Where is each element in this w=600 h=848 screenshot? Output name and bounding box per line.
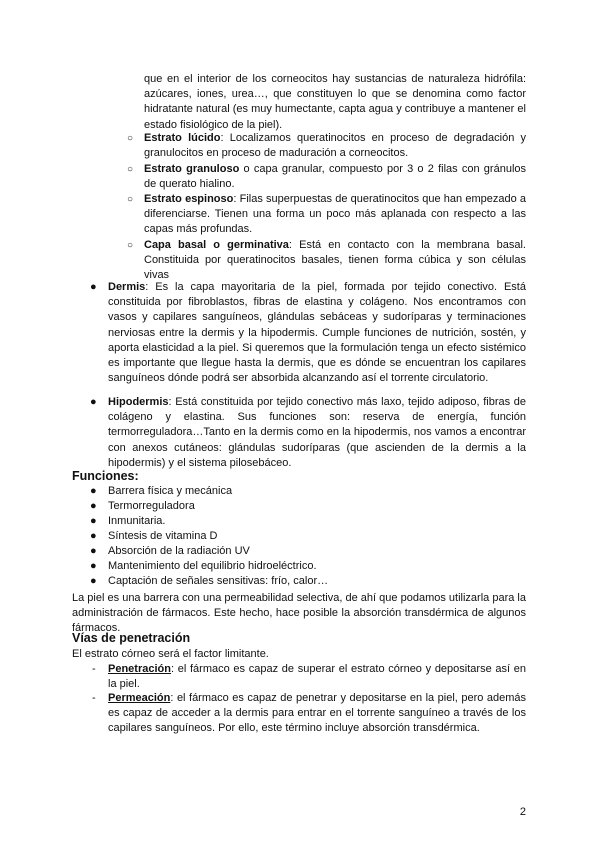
list-item-estrato-espinoso: Estrato espinoso: Filas superpuestas de queratinocitos que han empezado a diferenciarse. Tienen una forma un poco más aplanada con respecto a las capas más profundas. — [144, 193, 526, 236]
dash-bullet: - — [92, 663, 96, 675]
barrier-paragraph: La piel es una barrera con una permeabilidad selectiva, de ahí que podamos utilizarla para la administración de fármacos. Este hecho, hace posible la absorción transdérmica de algunos fármacos. — [72, 592, 526, 635]
function-item: Absorción de la radiación UV — [108, 545, 250, 557]
function-item: Mantenimiento del equilibrio hidroeléctrico. — [108, 560, 317, 572]
vias-intro: El estrato córneo será el factor limitante. — [72, 648, 269, 660]
list-item-estrato-granuloso: Estrato granuloso o capa granular, compuesto por 3 o 2 filas con gránulos de querato hialino. — [144, 163, 527, 191]
circle-bullet-icon: ○ — [127, 133, 134, 144]
list-item-dermis: Dermis: Es la capa mayoritaria de la piel, formada por tejido conectivo. Está constituida por fibroblastos, fibras de elastina y colágeno. Nos encontramos con vasos y capilares sanguíneos, glándulas sebáceas y sudoríparas y terminaciones nerviosas entre la dermis y la hipodermis. Cumple funciones de nutrición, sostén, y aporta elasticidad a la piel. Si queremos que la formulación tenga un efecto sistémico es importante que llegue hasta la dermis, que es dónde se encuentran los capilares sanguíneos dónde podrá ser absorbida alcanzando así el torrente circulatorio. — [108, 281, 526, 385]
list-item-permeacion: Permeación: el fármaco es capaz de penetrar y depositarse en la piel, pero además es capaz de acceder a la dermis para entrar en el torrente sanguíneo a través de los capilares sanguíneos. Por ello, este término incluye absorción transdérmica. — [108, 692, 526, 735]
list-item-estrato-lucido: Estrato lúcido: Localizamos queratinocitos en proceso de degradación y granulocitos en proceso de maduración a corneocitos. — [144, 132, 527, 160]
bullet-dot-icon: ● — [90, 281, 97, 293]
circle-bullet-icon: ○ — [127, 240, 134, 251]
bullet-dot-icon: ● — [90, 515, 97, 527]
function-item: Síntesis de vitamina D — [108, 530, 218, 542]
function-item: Barrera física y mecánica — [108, 485, 233, 497]
funciones-heading: Funciones: — [72, 469, 139, 483]
dash-bullet: - — [92, 692, 96, 704]
bullet-dot-icon: ● — [90, 530, 97, 542]
bullet-dot-icon: ● — [90, 545, 97, 557]
function-item: Termorreguladora — [108, 500, 195, 512]
bullet-dot-icon: ● — [90, 500, 97, 512]
page-number: 2 — [519, 806, 526, 818]
bullet-dot-icon: ● — [90, 485, 97, 497]
function-item: Captación de señales sensitivas: frío, calor… — [108, 575, 329, 587]
list-item-capa-basal: Capa basal o germinativa: Está en contacto con la membrana basal. Constituida por queratinocitos basales, tienen forma cúbica y son células vivas — [144, 239, 526, 282]
continuation-paragraph: que en el interior de los corneocitos hay sustancias de naturaleza hidrófila: azúcares, iones, urea…, que constituyen lo que se denomina como factor hidratante natural (es muy humectante, capta agua y contribuye a mantener el estado fisiológico de la piel). — [144, 73, 526, 131]
list-item-hipodermis: Hipodermis: Está constituida por tejido conectivo más laxo, tejido adiposo, fibras de colágeno y elastina. Sus funciones son: reserva de energía, función termorreguladora…Tanto en la dermis como en la hipodermis, nos vamos a encontrar con anexos cutáneos: glándulas sudoríparas (que ascienden de la dermis a la hipodermis) y el sistema pilosebáceo. — [108, 396, 526, 469]
circle-bullet-icon: ○ — [127, 164, 134, 175]
function-item: Inmunitaria. — [108, 515, 166, 527]
bullet-dot-icon: ● — [90, 560, 97, 572]
bullet-dot-icon: ● — [90, 396, 97, 408]
list-item-penetracion: Penetración: el fármaco es capaz de superar el estrato córneo y depositarse así en la piel. — [108, 663, 526, 691]
circle-bullet-icon: ○ — [127, 194, 134, 205]
bullet-dot-icon: ● — [90, 575, 97, 587]
vias-heading: Vías de penetración — [72, 631, 191, 645]
